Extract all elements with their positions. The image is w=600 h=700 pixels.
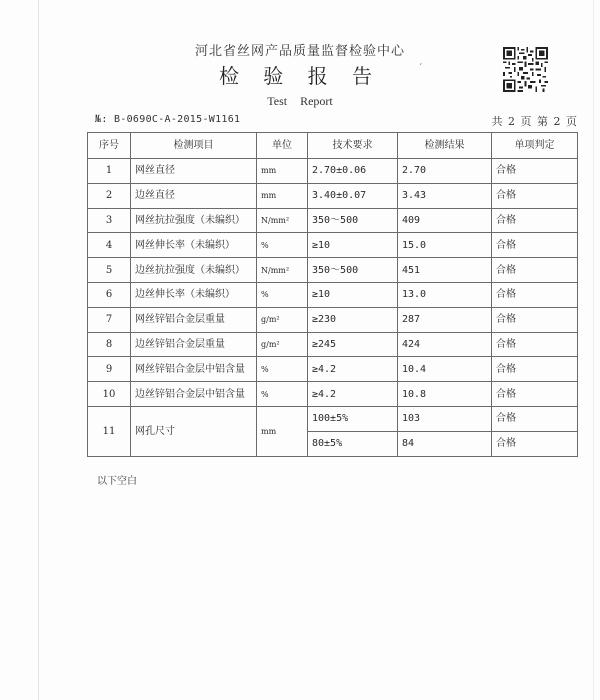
table-cell: 网丝直径 [131, 159, 257, 184]
table-cell: 合格 [492, 159, 578, 184]
column-header: 检测项目 [131, 133, 257, 159]
table-row [88, 183, 578, 208]
table-row [88, 332, 578, 357]
table-cell: 5 [88, 258, 131, 283]
table-cell: 287 [398, 307, 492, 332]
table-cell: 350～500 [308, 258, 398, 283]
blank-below-note: 以下空白 [97, 476, 137, 487]
table-cell: 边丝锌铝合金层中铝含量 [131, 382, 257, 407]
column-header: 技术要求 [308, 133, 398, 159]
table-cell: 合格 [492, 208, 578, 233]
table-cell: 网孔尺寸 [131, 406, 257, 456]
table-cell: g/m² [257, 332, 308, 357]
table-cell: 合格 [492, 183, 578, 208]
table-cell: 2.70 [398, 159, 492, 184]
table-cell: ≥10 [308, 282, 398, 307]
table-cell: 10.8 [398, 382, 492, 407]
table-cell: 15.0 [398, 233, 492, 258]
table-cell: 2.70±0.06 [308, 159, 398, 184]
column-header: 检测结果 [398, 133, 492, 159]
table-header-row [88, 133, 578, 159]
table-cell: ≥4.2 [308, 382, 398, 407]
table-cell: 合格 [492, 357, 578, 382]
table-cell: 边丝伸长率（未编织） [131, 282, 257, 307]
table-cell: 网丝伸长率（未编织） [131, 233, 257, 258]
table-cell: 350～500 [308, 208, 398, 233]
table-cell: 13.0 [398, 282, 492, 307]
table-cell: 合格 [492, 282, 578, 307]
inspection-table [87, 132, 578, 457]
column-header: 序号 [88, 133, 131, 159]
table-cell: ≥230 [308, 307, 398, 332]
table-row [88, 406, 578, 431]
table-cell: 10 [88, 382, 131, 407]
table-cell: 合格 [492, 332, 578, 357]
table-cell: mm [257, 183, 308, 208]
table-cell: 3.43 [398, 183, 492, 208]
table-cell: 424 [398, 332, 492, 357]
table-cell: 10.4 [398, 357, 492, 382]
table-body [88, 159, 578, 457]
table-cell: 9 [88, 357, 131, 382]
table-cell: 100±5% [308, 406, 398, 431]
table-cell: 网丝锌铝合金层重量 [131, 307, 257, 332]
ink-mark: ˊ [418, 64, 423, 74]
table-cell: 边丝直径 [131, 183, 257, 208]
table-cell: ≥4.2 [308, 357, 398, 382]
table-cell: 6 [88, 282, 131, 307]
table-row [88, 282, 578, 307]
table-cell: 3.40±0.07 [308, 183, 398, 208]
table-cell: 7 [88, 307, 131, 332]
table-cell: % [257, 282, 308, 307]
table-cell: % [257, 382, 308, 407]
table-cell: ≥245 [308, 332, 398, 357]
table-cell: 合格 [492, 233, 578, 258]
table-cell: g/m² [257, 307, 308, 332]
table-cell: 8 [88, 332, 131, 357]
table-cell: 84 [398, 431, 492, 456]
table-cell: 3 [88, 208, 131, 233]
table-cell: 合格 [492, 406, 578, 431]
table-row [88, 258, 578, 283]
table-cell: mm [257, 159, 308, 184]
table-cell: 合格 [492, 307, 578, 332]
table-row [88, 233, 578, 258]
qr-code-icon [503, 47, 548, 92]
report-title-cn: 检 验 报 告 [218, 64, 382, 88]
table-cell: N/mm² [257, 208, 308, 233]
table-cell: 1 [88, 159, 131, 184]
table-cell: % [257, 233, 308, 258]
table-cell: 11 [88, 406, 131, 456]
column-header: 单位 [257, 133, 308, 159]
table-cell: 合格 [492, 431, 578, 456]
table-cell: 合格 [492, 258, 578, 283]
table-cell: 边丝抗拉强度（未编织） [131, 258, 257, 283]
table-cell: 4 [88, 233, 131, 258]
table-cell: % [257, 357, 308, 382]
table-cell: 边丝锌铝合金层重量 [131, 332, 257, 357]
table-cell: 网丝抗拉强度（未编织） [131, 208, 257, 233]
table-cell: ≥10 [308, 233, 398, 258]
table-cell: N/mm² [257, 258, 308, 283]
table-cell: 合格 [492, 382, 578, 407]
report-title-en: Test Report [267, 94, 333, 108]
table-cell: mm [257, 406, 308, 456]
table-cell: 103 [398, 406, 492, 431]
table-cell: 409 [398, 208, 492, 233]
table-row [88, 382, 578, 407]
page-count: 共 2 页 第 2 页 [491, 115, 578, 128]
table-row [88, 307, 578, 332]
table-cell: 80±5% [308, 431, 398, 456]
table-row [88, 159, 578, 184]
table-row [88, 357, 578, 382]
table-cell: 451 [398, 258, 492, 283]
table-cell: 网丝锌铝合金层中铝含量 [131, 357, 257, 382]
column-header: 单项判定 [492, 133, 578, 159]
report-number: №: B-0690C-A-2015-W1161 [95, 114, 241, 125]
table-row [88, 208, 578, 233]
table-cell: 2 [88, 183, 131, 208]
organization-name: 河北省丝网产品质量监督检验中心 [194, 44, 405, 59]
